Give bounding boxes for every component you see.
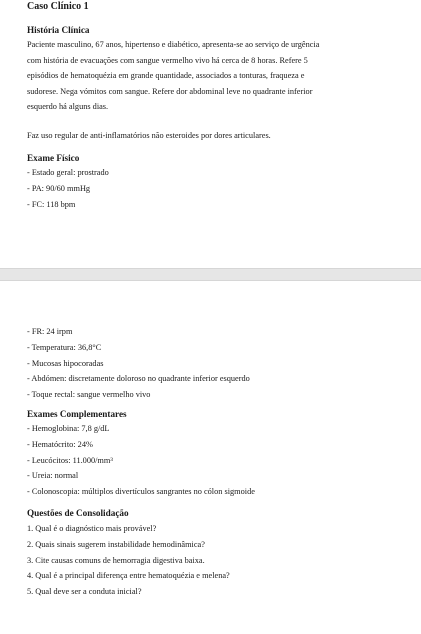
list-item: - Ureia: normal	[27, 471, 79, 481]
list-item: - Hematócrito: 24%	[27, 439, 93, 449]
historia-paragraph	[27, 37, 397, 115]
questoes-list	[27, 521, 230, 600]
list-item: - FC: 118 bpm	[27, 199, 76, 209]
exames-list	[27, 421, 255, 500]
list-item: 4. Qual é a principal diferença entre hematoquézia e melena?	[27, 571, 230, 581]
historia-line: Paciente masculino, 67 anos, hipertenso e diabético, apresenta-se ao serviço de urgência	[27, 40, 320, 49]
page-separator	[0, 268, 421, 281]
list-item: 2. Quais sinais sugerem instabilidade hemodinâmica?	[27, 539, 205, 549]
list-item: - Colonoscopia: múltiplos divertículos sangrantes no cólon sigmoide	[27, 487, 255, 497]
exame-fisico-list-continued	[27, 324, 250, 403]
list-item: - Hemoglobina: 7,8 g/dL	[27, 424, 110, 433]
historia-line: com história de evacuações com sangue vermelho vivo há cerca de 8 horas. Refere 5	[27, 55, 308, 65]
historia-line: episódios de hematoquézia em grande quantidade, associados a tonturas, fraqueza e	[27, 71, 305, 80]
historia-line: esquerdo há alguns dias.	[27, 102, 109, 111]
list-item: - Temperatura: 36,8°C	[27, 342, 102, 352]
list-item: - Mucosas hipocoradas	[27, 358, 104, 368]
exames-heading: Exames Complementares	[27, 409, 127, 419]
historia-note: Faz uso regular de anti-inflamatórios não esteroides por dores articulares.	[27, 131, 271, 140]
historia-line: sudorese. Nega vómitos com sangue. Refere dor abdominal leve no quadrante inferior	[27, 86, 313, 96]
exame-fisico-list	[27, 165, 109, 212]
list-item: - Abdómen: discretamente doloroso no quadrante inferior esquerdo	[27, 374, 250, 384]
list-item: - Toque rectal: sangue vermelho vivo	[27, 390, 151, 400]
list-item: - FR: 24 irpm	[27, 327, 73, 336]
list-item: 1. Qual é o diagnóstico mais provável?	[27, 524, 157, 533]
document-page-1	[0, 0, 421, 268]
list-item: 5. Qual deve ser a conduta inicial?	[27, 587, 142, 597]
list-item: - Estado geral: prostrado	[27, 168, 109, 177]
list-item: - PA: 90/60 mmHg	[27, 183, 91, 193]
list-item: - Leucócitos: 11.000/mm³	[27, 455, 113, 465]
historia-heading: História Clínica	[27, 25, 90, 35]
list-item: 3. Cite causas comuns de hemorragia digestiva baixa.	[27, 555, 205, 565]
questoes-heading: Questões de Consolidação	[27, 508, 129, 518]
document-page-2	[0, 281, 421, 634]
exame-fisico-heading: Exame Físico	[27, 153, 80, 163]
case-title: Caso Clínico 1	[27, 1, 89, 12]
